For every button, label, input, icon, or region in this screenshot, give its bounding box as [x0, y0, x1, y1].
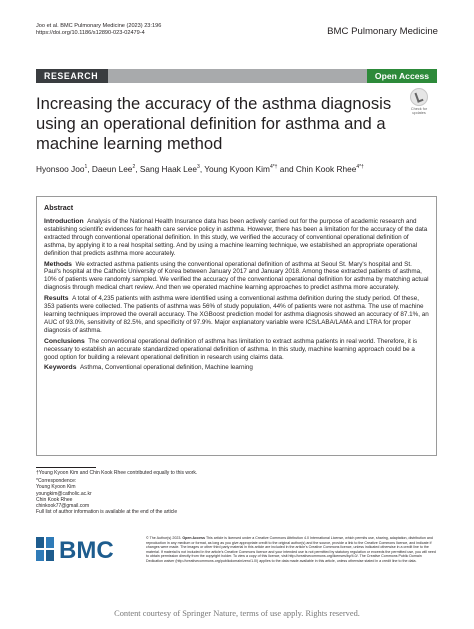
springer-footer: Content courtesy of Springer Nature, terms of use apply. Rights reserved. [114, 609, 360, 618]
corresponding-author-name: Chin Kook Rhee [36, 496, 73, 503]
check-for-updates-button[interactable] [403, 88, 435, 120]
corresponding-author-name: Young Kyoon Kim [36, 484, 76, 491]
abstract-methods [44, 261, 429, 293]
check-updates-icon [410, 88, 428, 106]
citation-line-1: Joo et al. BMC Pulmonary Medicine (2023) 23:196 [36, 23, 162, 29]
section-text: A total of 4,235 patients with asthma were identified using a conventional asthma definition during the study period. Of these, 353 patients were collected. The patients of asthma was 56% of study population, 44% of patients were not asthma. The use of machine learning techniques improved the overall accuracy. The XGBoost prediction model for asthma diagnosis showed an accuracy of 87.1%, an AUC of 93.0%, sensitivity of 82.5%, and specificity of 97.9%. Major explanatory variable were ICS/LABA/LAMA and LTRA for proper diagnosis of asthma. [44, 295, 429, 334]
author-name[interactable]: Hyonsoo Joo [36, 164, 85, 174]
author-affiliation: 1 [84, 164, 88, 171]
section-label: Introduction [44, 218, 84, 225]
corresponding-author-email[interactable]: youngkim@catholic.ac.kr [36, 490, 92, 497]
author-list [36, 164, 364, 174]
research-label: RESEARCH [36, 69, 108, 83]
author-name[interactable]: , Daeun Lee [87, 164, 133, 174]
equal-contribution-note: †Young Kyoon Kim and Chin Kook Rhee contributed equally to this work. [36, 470, 198, 476]
open-access-label: Open Access [182, 536, 205, 540]
abstract-heading: Abstract [44, 203, 74, 212]
section-text: We extracted asthma patients using the conventional operational definition of asthma at Seoul St. Mary's hospital and St. Paul's hospital at the Catholic University of Korea between January 2017 and January 2018. Among these extracted patients of asthma, 10% of patients were randomly sampled. We verified the accuracy of the conventional operational definition for asthma by matching actual diagnosis through medical chart review. And then we operated machine learning approaches to predict asthma more accurately. [44, 260, 429, 292]
author-affiliation: 2 [132, 164, 136, 171]
abstract-conclusions [44, 338, 429, 362]
author-affiliation: 4*† [269, 164, 278, 171]
article-citation [36, 23, 161, 37]
author-name[interactable]: , Sang Haak Lee [135, 164, 198, 174]
abstract-introduction [44, 218, 429, 258]
full-author-info-note: Full list of author information is available at the end of the article [36, 509, 178, 516]
section-text: Analysis of the National Health Insurance data has been actively carried out for the purpose of academic research and establishing scientific evidences for health care service policy in asthma. However, there has been a limitation for the accuracy of the data extracted through conventional operational definition. In this study, we verified the accuracy of conventional operational definition of asthma, by applying it to a real hospital setting. And by using a machine learning technique, we established an appropriate operational definition that predicts asthma more accurately. [44, 218, 428, 257]
license-statement [146, 536, 437, 563]
abstract-keywords [44, 364, 429, 372]
corresponding-author-email[interactable]: chinkook77@gmail.com [36, 503, 90, 510]
section-label: Results [44, 295, 69, 303]
section-label: Keywords [44, 364, 77, 372]
section-text: The conventional operational definition of asthma has limitation to extract asthma patients in real world. Therefore, it is necessary to establish an accurate standardized operational definition of asthma. In this study, machine learning approach could be a good option for building a relevant operational definition in research using claims data. [44, 337, 418, 361]
open-access-badge: Open Access [367, 69, 437, 83]
author-affiliation: 3 [197, 164, 200, 171]
license-text: This article is licensed under a Creative Commons Attribution 4.0 International License, which permits use, sharing, adaptation, distribution and reproduction in any medium or format, as long as you give appropriate credit to the original author(s) and the source, provide a link to the Creative Commons licence, and indicate if changes were made. The images or other third party material in this article are included in the article's Creative Commons licence, unless indicated otherwise in a credit line to the material. If material is not included in the article's Creative Commons licence and your intended use is not permitted by statutory regulation or exceeds the permitted use, you will need to obtain permission directly from the copyright holder. To view a copy of this licence, visit http://creativecommons.org/licenses/by/4.0/. The Creative Commons Public Domain Dedication waiver (http://creativecommons.org/publicdomain/zero/1.0/) applies to the data made available in this article, unless otherwise stated in a credit line to the data. [146, 536, 436, 563]
footnote-divider [36, 467, 96, 468]
bmc-logo-text: BMC [59, 537, 114, 562]
copyright-lead: © The Author(s) 2023. [146, 536, 182, 540]
bmc-logo [36, 536, 136, 562]
author-affiliation: 4*† [356, 164, 364, 171]
section-text: Asthma, Conventional operational definition, Machine learning [79, 364, 253, 372]
doi-link[interactable]: https://doi.org/10.1186/s12890-023-02479-4 [36, 30, 145, 37]
journal-name: BMC Pulmonary Medicine [327, 26, 438, 37]
author-name[interactable]: and Chin Kook Rhee [277, 164, 357, 174]
abstract-box [36, 196, 437, 456]
author-name[interactable]: , Young Kyoon Kim [199, 164, 270, 174]
updates-line-1: Check for [410, 107, 428, 111]
section-label: Conclusions [44, 337, 85, 345]
updates-line-2: updates [412, 111, 426, 116]
article-title: Increasing the accuracy of the asthma diagnosis using an operational definition for asthma and a machine learning method [36, 94, 392, 153]
correspondence-label: *Correspondence: [36, 478, 77, 485]
abstract-results [44, 295, 429, 335]
section-label: Methods [44, 260, 72, 268]
footnotes [36, 470, 236, 515]
